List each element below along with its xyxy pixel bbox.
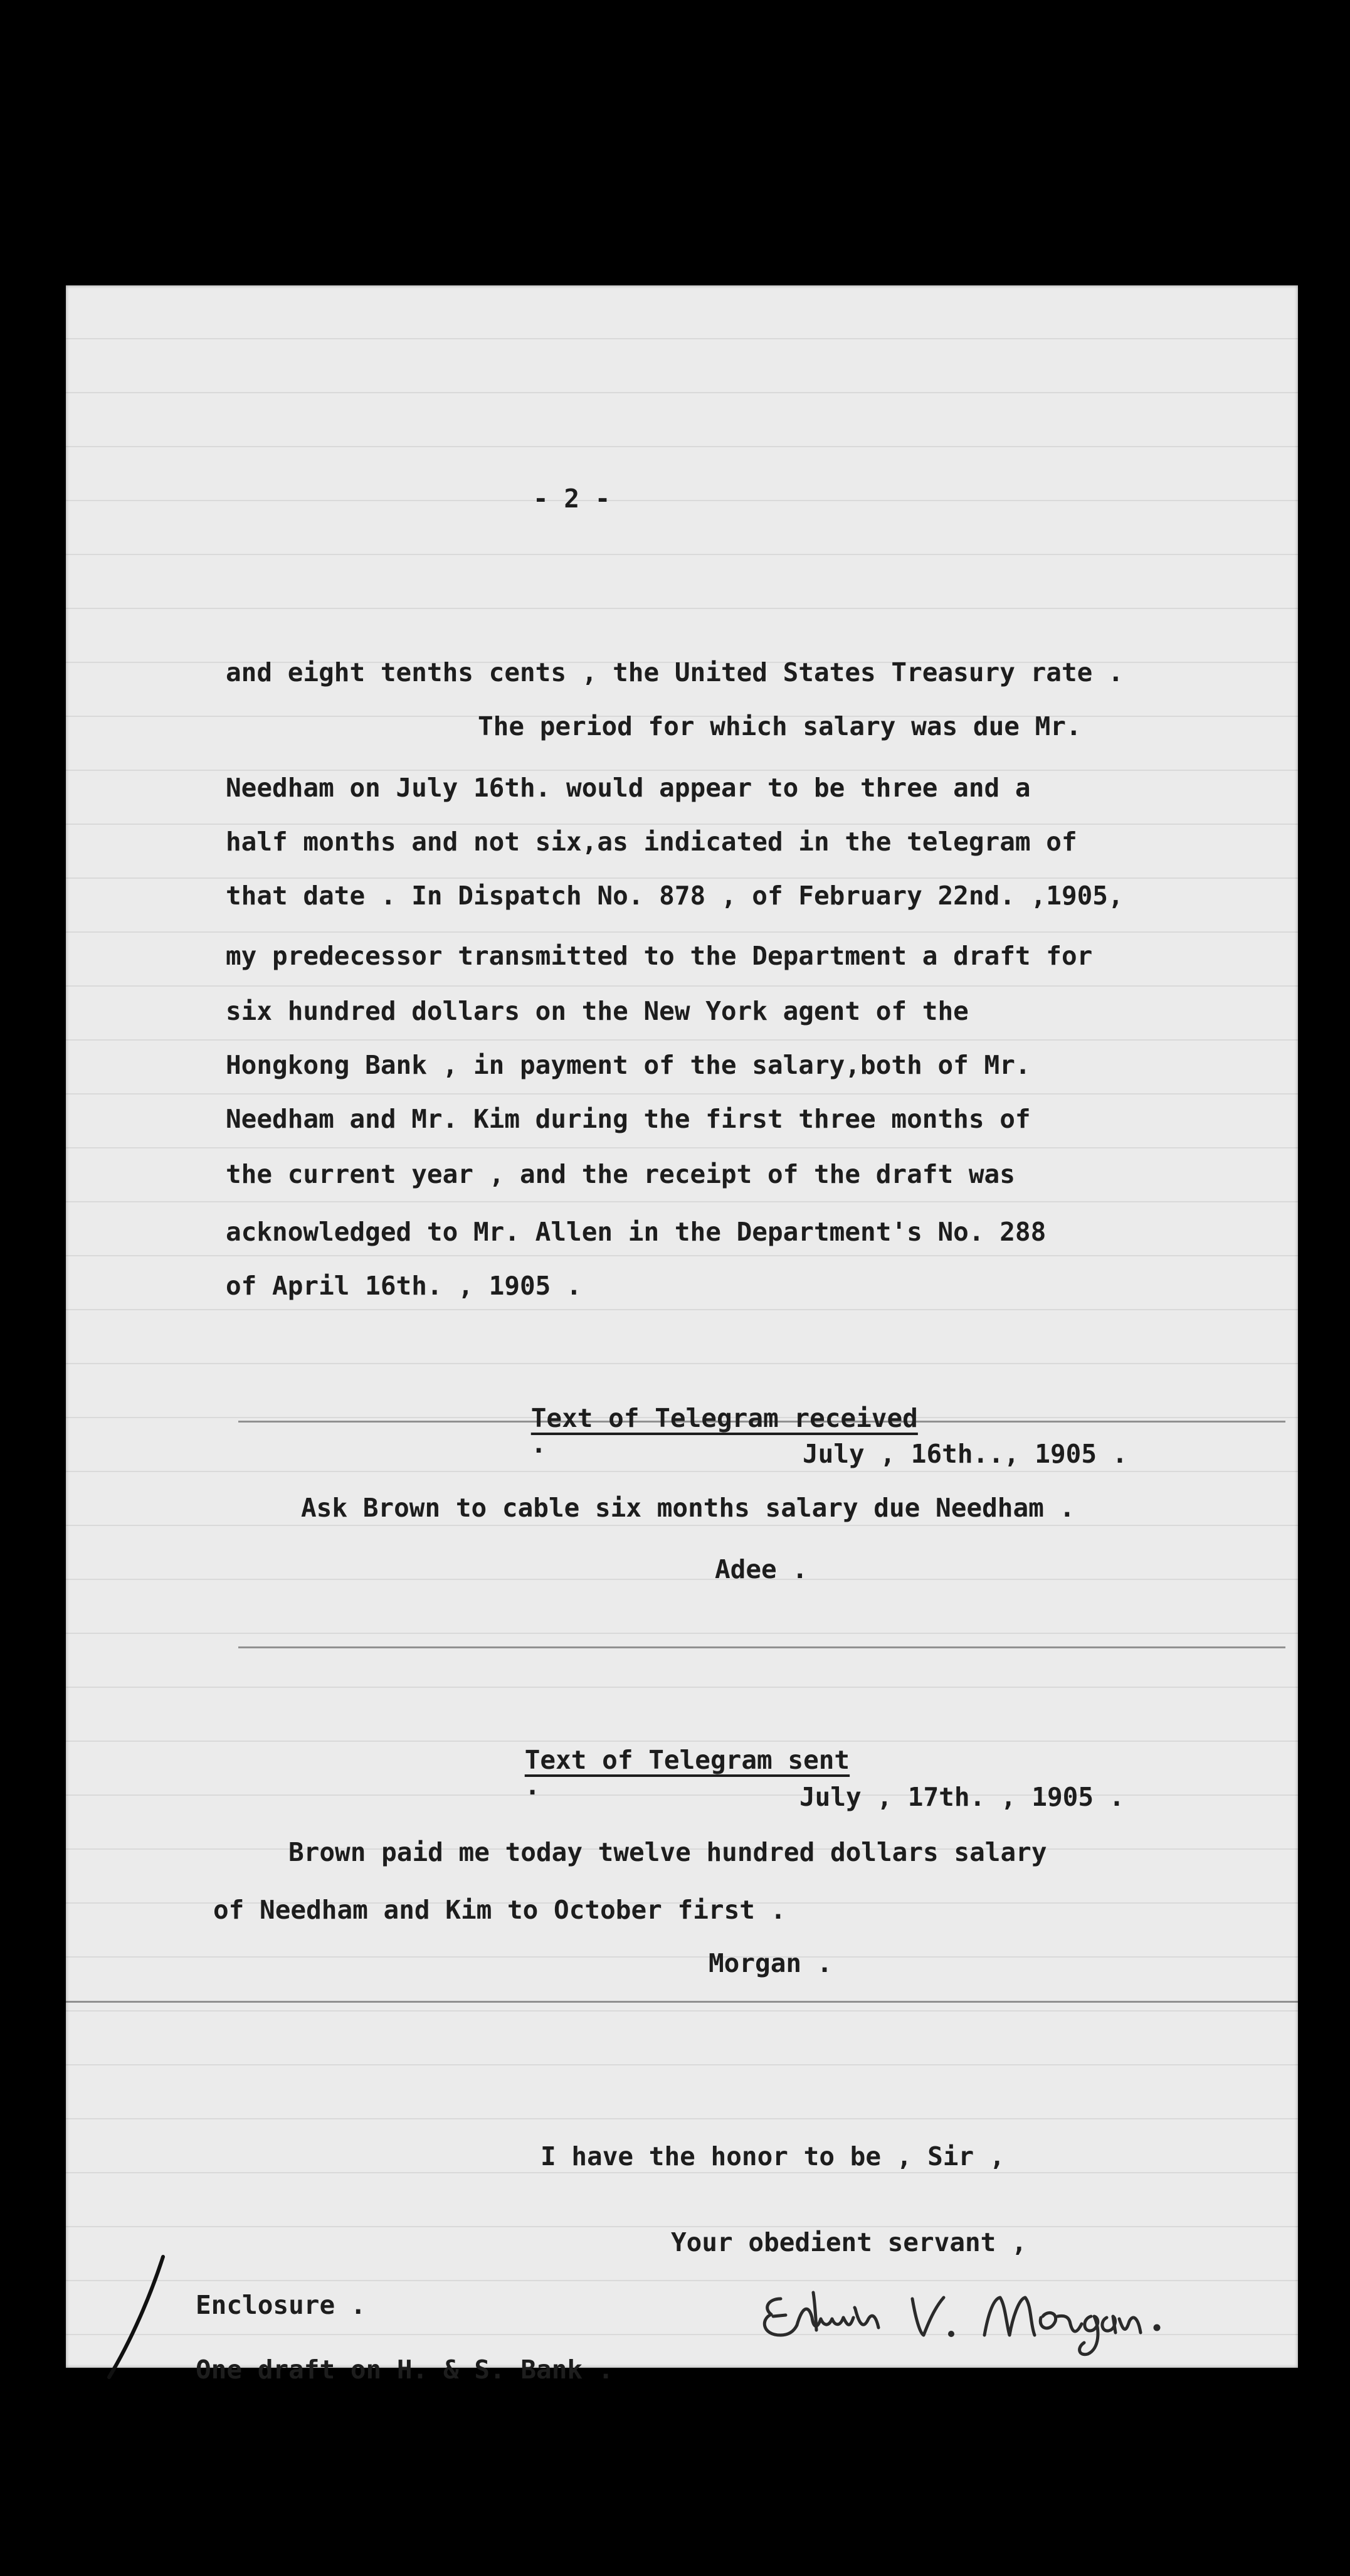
telegram-sent-heading-suffix: . — [524, 1771, 541, 1801]
handwritten-signature — [756, 2280, 1263, 2361]
telegram-sent-signer: Morgan . — [709, 1948, 833, 1978]
telegram-received-signer: Adee . — [715, 1554, 808, 1584]
body-line: my predecessor transmitted to the Department a draft for — [226, 941, 1093, 971]
telegram-sent-heading — [463, 1722, 850, 1825]
telegram-received-date: July , 16th.., 1905 . — [803, 1439, 1128, 1469]
paper-sheet — [66, 285, 1298, 2368]
telegram-received-heading-text: Text of Telegram received — [530, 1403, 918, 1433]
enclosure-label: Enclosure . — [196, 2290, 366, 2320]
body-line: Needham and Mr. Kim during the first three months of — [226, 1104, 1031, 1134]
paper-rule — [66, 2001, 1298, 2003]
telegram-received-message: Ask Brown to cable six months salary due Needham . — [301, 1493, 1075, 1523]
body-line: acknowledged to Mr. Allen in the Department's No. 288 — [226, 1217, 1047, 1247]
body-line: half months and not six,as indicated in the telegram of — [226, 827, 1077, 857]
body-line: The period for which salary was due Mr. — [478, 711, 1082, 741]
closing-line: I have the honor to be , Sir , — [541, 2141, 1005, 2171]
page-number: - 2 - — [533, 484, 611, 514]
body-line: and eight tenths cents , the United States Treasury rate . — [226, 657, 1124, 687]
body-line: the current year , and the receipt of the draft was — [226, 1159, 1015, 1189]
body-line: of April 16th. , 1905 . — [226, 1271, 582, 1301]
telegram-received-heading-suffix: . — [530, 1429, 547, 1459]
body-line: that date . In Dispatch No. 878 , of February 22nd. ,1905, — [226, 881, 1124, 911]
body-line: Hongkong Bank , in payment of the salary,both of Mr. — [226, 1050, 1031, 1080]
body-line: Needham on July 16th. would appear to be three and a — [226, 773, 1031, 803]
enclosure-item: One draft on H. & S. Bank . — [196, 2355, 614, 2385]
telegram-sent-heading-text: Text of Telegram sent — [524, 1745, 850, 1775]
telegram-sent-message-line: Brown paid me today twelve hundred dollars salary — [288, 1837, 1047, 1867]
body-line: six hundred dollars on the New York agent of the — [226, 996, 969, 1026]
closing-line: Your obedient servant , — [671, 2227, 1027, 2257]
telegram-sent-message-line: of Needham and Kim to October first . — [213, 1895, 786, 1925]
paper-rule — [238, 1646, 1285, 1648]
pen-slash-mark — [100, 2252, 176, 2383]
telegram-sent-date: July , 17th. , 1905 . — [799, 1782, 1125, 1812]
